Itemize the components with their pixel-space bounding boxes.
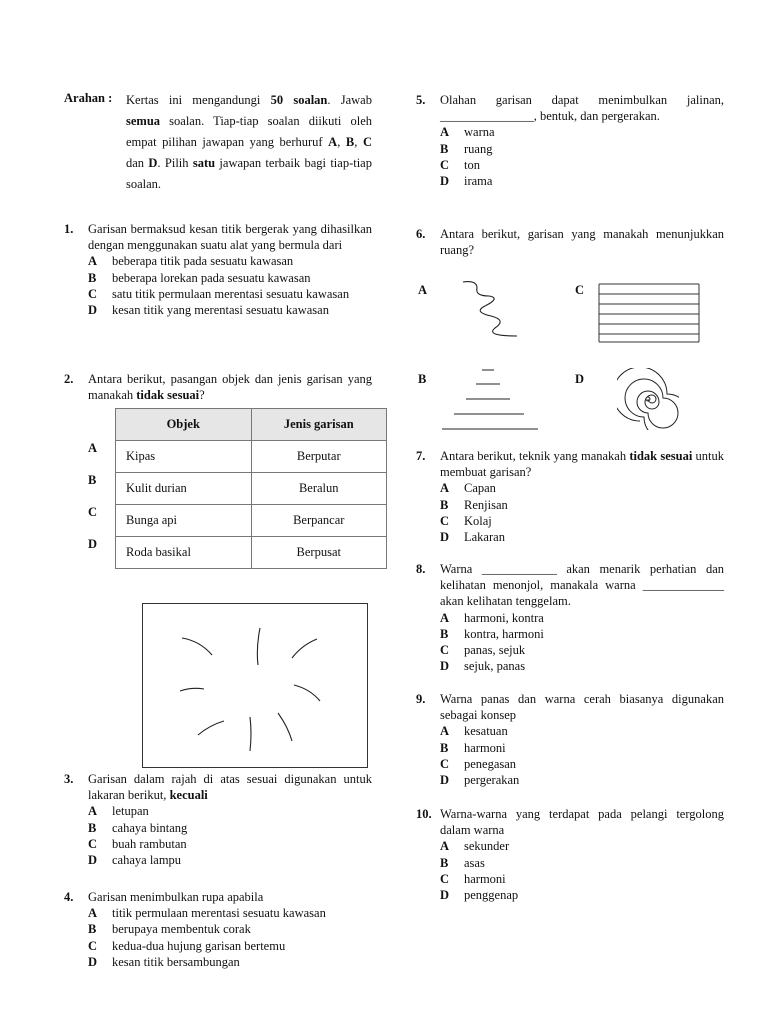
option-b[interactable] xyxy=(440,141,724,157)
option-letter: D xyxy=(440,530,450,545)
question-text-part: ? xyxy=(199,388,205,403)
option-letter: D xyxy=(440,659,450,674)
option-letter: A xyxy=(88,804,98,819)
instr-part: , xyxy=(337,135,346,149)
table-row xyxy=(116,473,387,505)
option-d[interactable] xyxy=(440,772,724,788)
wavy-line-figure[interactable] xyxy=(455,278,535,340)
option-letter: A xyxy=(440,125,450,140)
option-text: kesan titik bersambungan xyxy=(112,954,240,969)
option-c[interactable] xyxy=(440,756,724,772)
option-text: berupaya membentuk corak xyxy=(112,922,251,937)
question-3 xyxy=(64,771,372,868)
question-10 xyxy=(416,806,724,903)
option-letter: D xyxy=(440,174,450,189)
question-number: 10. xyxy=(416,807,432,821)
option-d[interactable] xyxy=(88,852,372,868)
question-text xyxy=(88,371,372,403)
option-d[interactable] xyxy=(88,302,372,318)
question-text: Antara berikut, garisan yang manakah menunjukkan ruang? xyxy=(440,227,724,258)
question-number: 8. xyxy=(416,562,426,576)
question-text-bold: tidak sesuai xyxy=(629,449,693,463)
instr-part: . Jawab xyxy=(327,93,372,107)
instructions xyxy=(64,90,372,200)
option-letter: C xyxy=(88,836,98,851)
option-letter: A xyxy=(88,254,98,269)
option-text: beberapa lorekan pada sesuatu kawasan xyxy=(112,270,311,285)
option-text: cahaya bintang xyxy=(112,820,188,835)
option-text: ruang xyxy=(464,141,493,156)
option-c[interactable] xyxy=(440,157,724,173)
option-a[interactable] xyxy=(440,838,724,854)
question-text: Warna panas dan warna cerah biasanya digunakan sebagai konsep xyxy=(440,692,724,723)
question-number: 2. xyxy=(64,372,74,386)
option-text: beberapa titik pada sesuatu kawasan xyxy=(112,254,294,269)
option-text: letupan xyxy=(112,804,149,819)
table-row xyxy=(116,505,387,537)
question-number: 9. xyxy=(416,692,426,706)
instr-letter: B xyxy=(345,135,355,149)
table-header-jenis: Jenis garisan xyxy=(251,409,387,441)
option-text: kontra, harmoni xyxy=(464,626,544,641)
table-row-label-c: C xyxy=(88,505,98,519)
option-a[interactable] xyxy=(88,253,372,269)
instr-bold: semua xyxy=(126,114,161,128)
question-text: Warna-warna yang terdapat pada pelangi tergolong dalam warna xyxy=(440,807,724,838)
table-cell-objek: Roda basikal xyxy=(116,537,252,569)
option-text: sekunder xyxy=(464,839,510,854)
question-text: Garisan menimbulkan rupa apabila xyxy=(88,890,264,904)
option-text: sejuk, panas xyxy=(464,659,526,674)
option-letter: A xyxy=(88,906,98,921)
question-7 xyxy=(416,448,724,545)
option-letter: B xyxy=(88,820,97,835)
option-a[interactable] xyxy=(440,480,724,496)
instr-letter: C xyxy=(362,135,373,149)
table-cell-jenis: Berputar xyxy=(251,441,387,473)
option-d[interactable] xyxy=(88,954,372,970)
question-text-part: Antara berikut, teknik yang manakah xyxy=(440,449,630,463)
instr-bold: 50 soalan xyxy=(270,93,328,107)
option-a[interactable] xyxy=(440,610,724,626)
option-text: panas, sejuk xyxy=(464,643,526,658)
table-cell-jenis: Berpusat xyxy=(251,537,387,569)
question-number: 3. xyxy=(64,772,74,786)
option-a[interactable] xyxy=(88,803,372,819)
question-text xyxy=(88,771,372,803)
instr-letter: A xyxy=(328,135,338,149)
table-row xyxy=(116,441,387,473)
instr-part: dan xyxy=(126,156,149,170)
figure-label-b: B xyxy=(418,372,427,386)
question-8 xyxy=(416,561,724,674)
option-letter: B xyxy=(440,855,449,870)
option-text: harmoni xyxy=(464,740,506,755)
table-row xyxy=(116,537,387,569)
question-text-part: untuk membuat garisan? xyxy=(440,449,724,480)
option-letter: A xyxy=(440,481,450,496)
option-letter: A xyxy=(440,610,450,625)
question-number: 5. xyxy=(416,93,426,107)
object-line-table xyxy=(115,408,387,569)
instr-part: soalan. Tiap-tiap soalan diikuti oleh empat pilihan jawapan yang berhuruf xyxy=(126,114,372,149)
table-row-label-b: B xyxy=(88,473,97,487)
table-row-label-d: D xyxy=(88,537,98,551)
horizontal-lines-figure[interactable] xyxy=(597,282,701,344)
figure-label-c: C xyxy=(575,283,585,297)
option-letter: C xyxy=(440,643,450,658)
instr-part: Kertas ini mengandungi xyxy=(126,93,271,107)
option-d[interactable] xyxy=(440,173,724,189)
question-4 xyxy=(64,889,372,970)
question-number: 4. xyxy=(64,890,74,904)
question-number: 1. xyxy=(64,222,74,236)
option-text: titik permulaan merentasi sesuatu kawasan xyxy=(112,906,326,921)
table-header-row xyxy=(116,409,387,441)
option-text: penegasan xyxy=(464,756,517,771)
table-cell-objek: Bunga api xyxy=(116,505,252,537)
option-text: warna xyxy=(464,125,495,140)
question-6 xyxy=(416,226,724,258)
option-letter: A xyxy=(440,724,450,739)
question-text-part: Garisan dalam rajah di atas sesuai digunakan untuk lakaran berikut, xyxy=(88,772,372,803)
option-text: Capan xyxy=(464,481,496,496)
option-letter: C xyxy=(440,513,450,528)
option-letter: C xyxy=(88,286,98,301)
option-c[interactable] xyxy=(440,871,724,887)
option-letter: B xyxy=(88,922,97,937)
option-b[interactable] xyxy=(88,270,372,286)
option-text: buah rambutan xyxy=(112,836,187,851)
option-letter: C xyxy=(440,756,450,771)
instr-part: . Pilih xyxy=(157,156,193,170)
perspective-lines-figure[interactable] xyxy=(440,366,540,432)
question-text-part: Antara berikut, pasangan objek dan jenis garisan yang manakah xyxy=(88,372,372,403)
option-text: satu titik permulaan merentasi sesuatu kawasan xyxy=(112,286,350,301)
option-b[interactable] xyxy=(88,921,372,937)
option-letter: D xyxy=(440,773,450,788)
option-letter: D xyxy=(88,954,98,969)
figure-label-a: A xyxy=(418,283,428,297)
option-letter: B xyxy=(440,740,449,755)
option-d[interactable] xyxy=(440,529,724,545)
table-cell-objek: Kulit durian xyxy=(116,473,252,505)
option-text: pergerakan xyxy=(464,773,520,788)
option-b[interactable] xyxy=(440,740,724,756)
option-a[interactable] xyxy=(88,905,372,921)
option-letter: C xyxy=(440,871,450,886)
table-cell-jenis: Berpancar xyxy=(251,505,387,537)
option-b[interactable] xyxy=(440,855,724,871)
option-d[interactable] xyxy=(440,658,724,674)
question-text-bold: tidak sesuai xyxy=(136,388,200,403)
option-text: kesan titik yang merentasi sesuatu kawasan xyxy=(112,303,329,318)
question-1 xyxy=(64,221,372,318)
option-text: cahaya lampu xyxy=(112,853,182,868)
radiating-lines-figure xyxy=(142,603,368,768)
option-b[interactable] xyxy=(88,820,372,836)
option-letter: C xyxy=(440,157,450,172)
question-number: 7. xyxy=(416,449,426,463)
option-d[interactable] xyxy=(440,887,724,903)
question-text: Warna ____________ akan menarik perhatian dan kelihatan menonjol, manakala warna _____________ akan kelihatan tenggelam. xyxy=(440,562,724,609)
table-cell-objek: Kipas xyxy=(116,441,252,473)
question-text: Olahan garisan dapat menimbulkan jalinan, _______________, bentuk, dan pergerakan. xyxy=(440,93,724,124)
option-text: kedua-dua hujung garisan bertemu xyxy=(112,938,286,953)
option-letter: B xyxy=(440,497,449,512)
option-text: kesatuan xyxy=(464,724,508,739)
instr-bold: satu xyxy=(192,156,216,170)
option-letter: D xyxy=(88,853,98,868)
option-text: penggenap xyxy=(464,888,519,903)
table-row-label-a: A xyxy=(88,441,98,455)
question-text: Garisan bermaksud kesan titik bergerak yang dihasilkan dengan menggunakan suatu alat yang bermula dari xyxy=(88,222,372,253)
instr-part: , xyxy=(354,135,363,149)
question-5 xyxy=(416,92,724,189)
question-number: 6. xyxy=(416,227,426,241)
instructions-label: Arahan : xyxy=(64,91,113,105)
option-text: harmoni xyxy=(464,871,506,886)
option-text: Renjisan xyxy=(464,497,508,512)
option-c[interactable] xyxy=(88,938,372,954)
option-letter: C xyxy=(88,938,98,953)
option-b[interactable] xyxy=(440,626,724,642)
option-c[interactable] xyxy=(88,836,372,852)
instr-part: jawapan terbaik bagi tiap-tiap soalan. xyxy=(126,156,372,191)
option-text: Kolaj xyxy=(464,513,492,528)
option-c[interactable] xyxy=(440,513,724,529)
question-text-bold: kecuali xyxy=(169,788,208,803)
option-text: ton xyxy=(464,157,480,172)
instructions-text xyxy=(126,90,372,195)
option-b[interactable] xyxy=(440,497,724,513)
option-a[interactable] xyxy=(440,723,724,739)
spiral-figure[interactable] xyxy=(617,368,679,430)
option-letter: B xyxy=(440,141,449,156)
option-a[interactable] xyxy=(440,124,724,140)
option-letter: B xyxy=(88,270,97,285)
option-text: harmoni, kontra xyxy=(464,610,544,625)
option-c[interactable] xyxy=(440,642,724,658)
option-text: Lakaran xyxy=(464,530,505,545)
question-2 xyxy=(64,371,372,403)
question-9 xyxy=(416,691,724,788)
option-text: irama xyxy=(464,174,493,189)
instr-letter: D xyxy=(148,156,158,170)
option-c[interactable] xyxy=(88,286,372,302)
question-text xyxy=(440,448,724,480)
figure-label-d: D xyxy=(575,372,585,386)
option-letter: A xyxy=(440,839,450,854)
option-text: asas xyxy=(464,855,485,870)
option-letter: D xyxy=(440,888,450,903)
option-letter: D xyxy=(88,303,98,318)
table-header-objek: Objek xyxy=(116,409,252,441)
option-letter: B xyxy=(440,626,449,641)
table-cell-jenis: Beralun xyxy=(251,473,387,505)
